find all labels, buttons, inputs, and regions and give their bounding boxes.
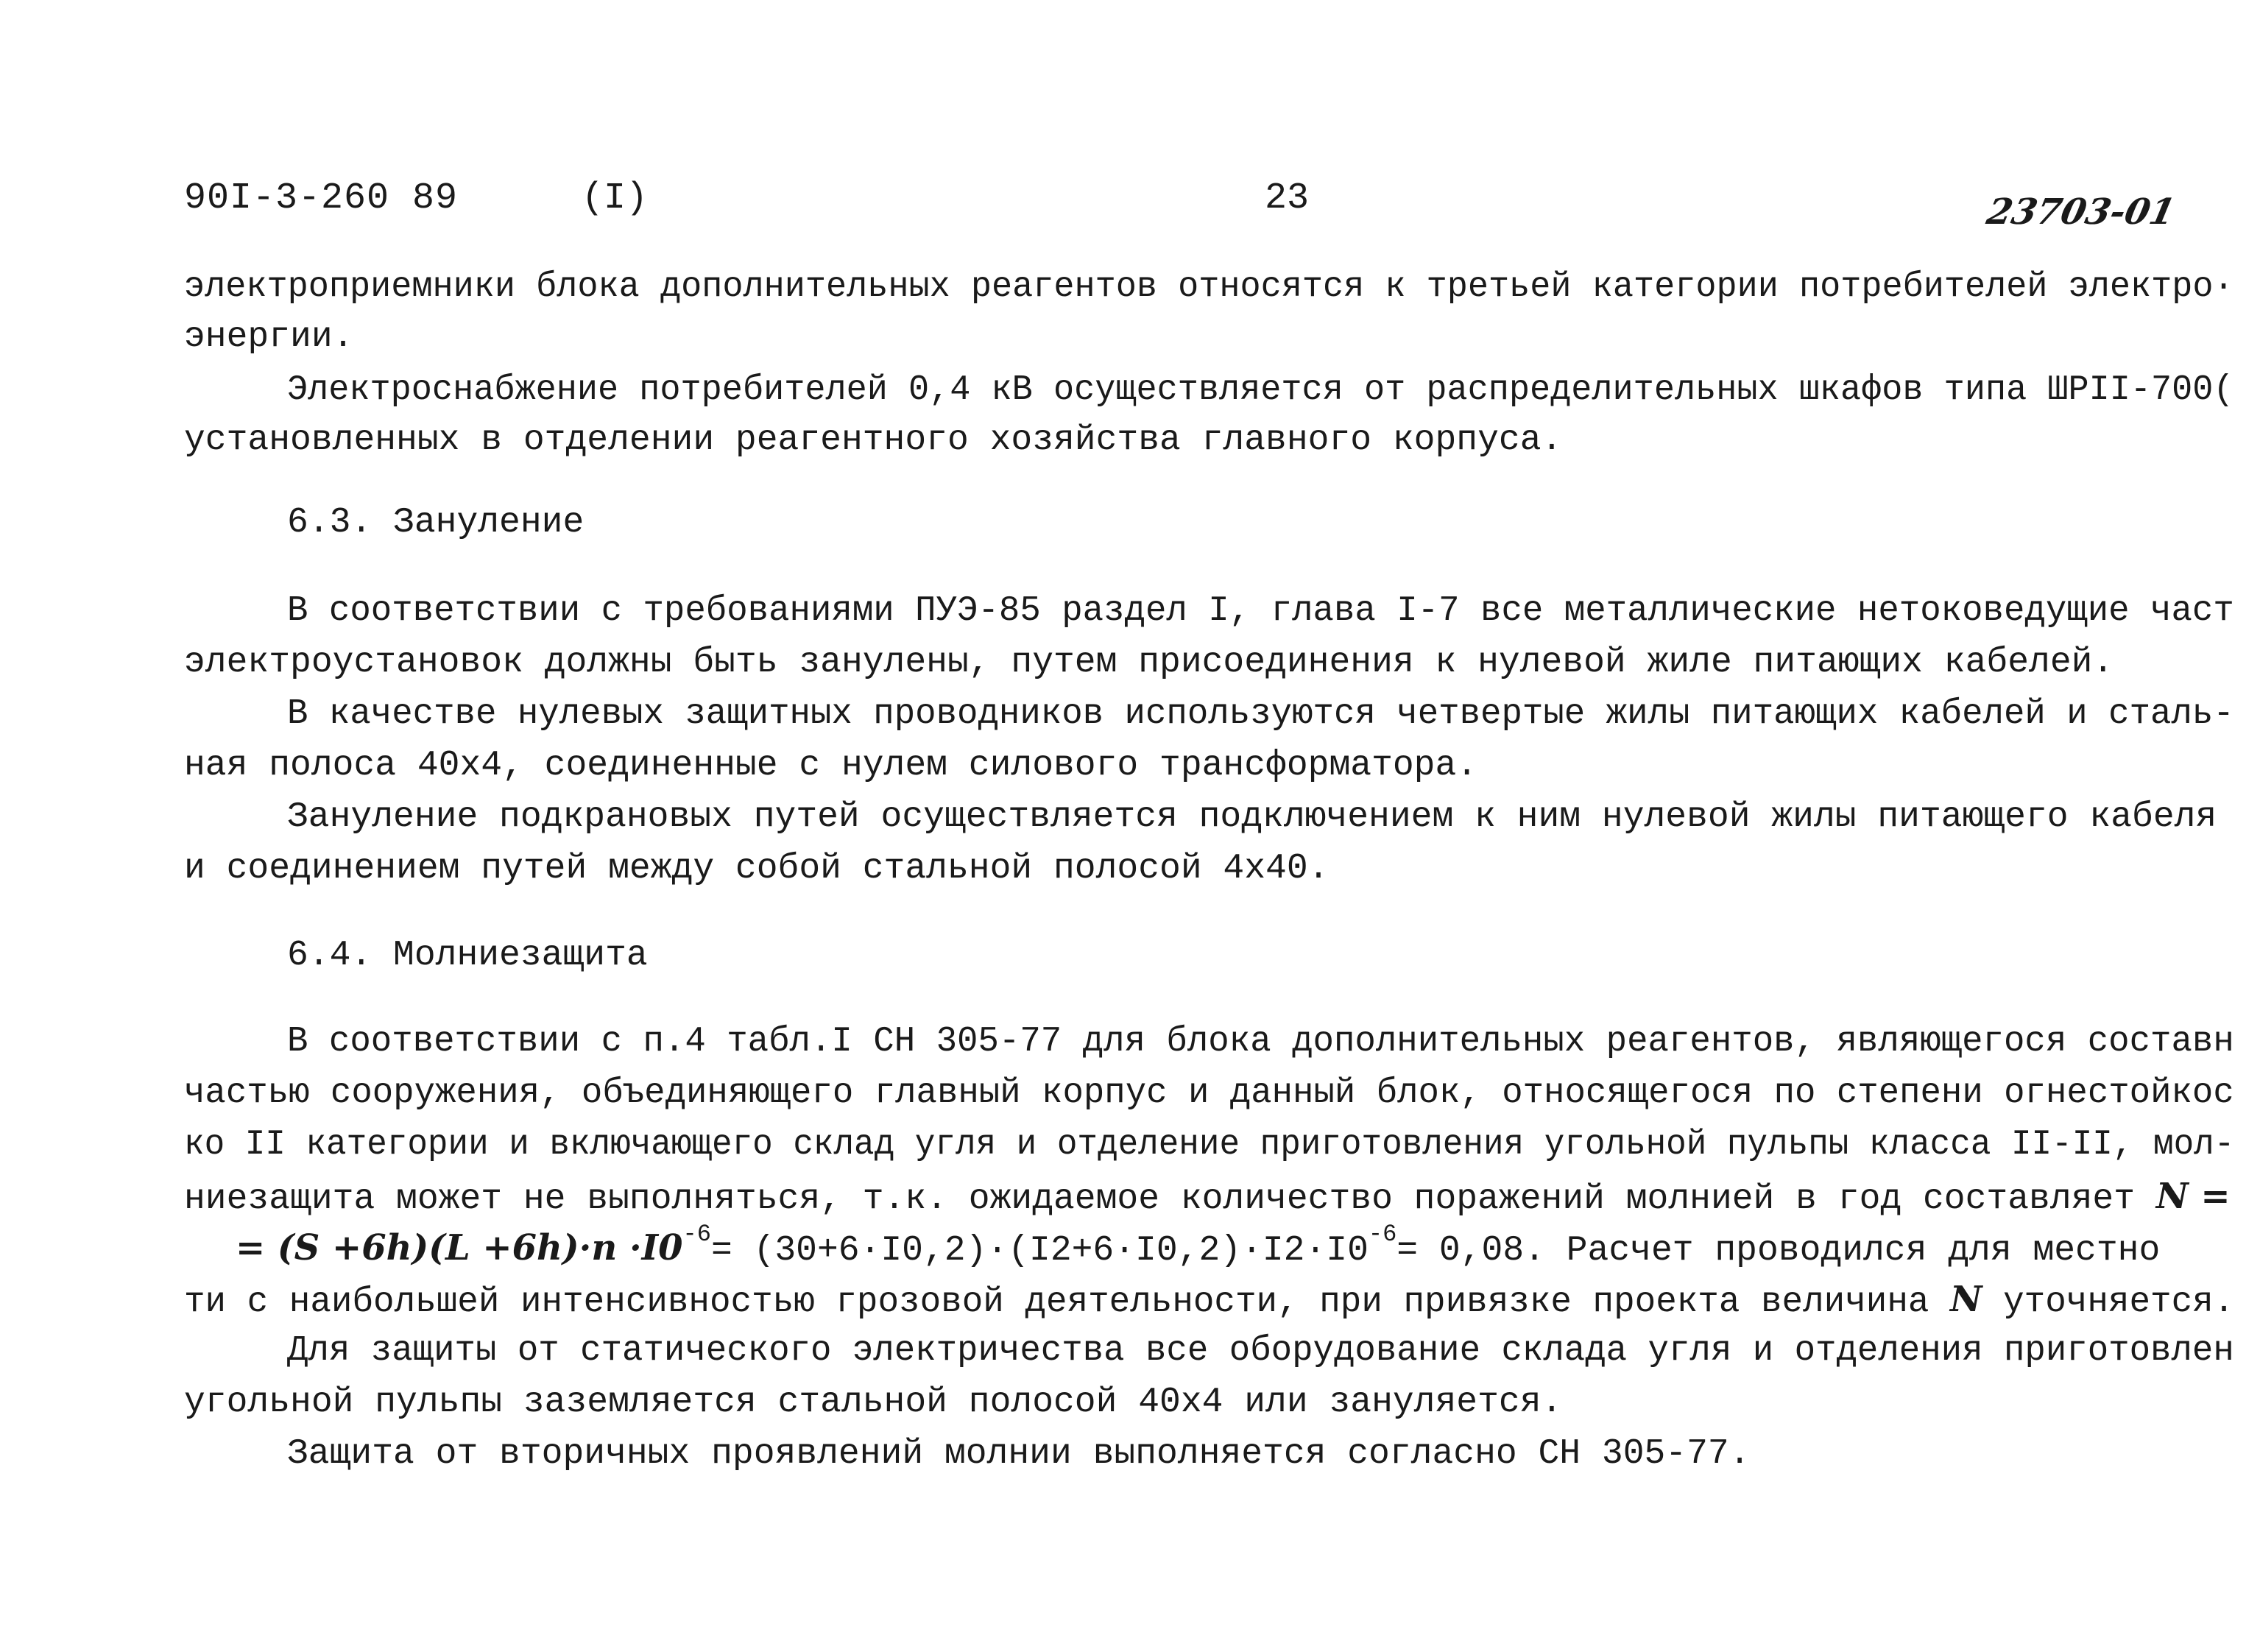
section-heading: 6.4. Молниезащита <box>287 936 648 975</box>
document-part: (I) <box>582 177 649 219</box>
section-heading: 6.3. Зануление <box>287 503 585 543</box>
exponent: -6 <box>1368 1221 1397 1248</box>
paragraph-line: Зануление подкрановых путей осуществляется подключением к ним нулевой жилы питающего кабеля <box>287 797 2217 837</box>
paragraph-line: Для защиты от статического электричества все оборудование склада угля и отделения приготовлен <box>287 1331 2234 1371</box>
handwritten-stamp: 23703-01 <box>1983 191 2179 233</box>
exponent: -6 <box>682 1221 711 1248</box>
paragraph-line: Защита от вторичных проявлений молнии выполняется согласно СН 305-77. <box>287 1434 1751 1474</box>
page-number: 23 <box>1265 177 1310 219</box>
formula-middle: = (30+6·I0,2)·(I2+6·I0,2)·I2·I0 <box>710 1231 1369 1271</box>
line-text: уточняется. <box>2003 1282 2235 1322</box>
paragraph-line: В качестве нулевых защитных проводников используются четвертые жилы питающих кабелей и сталь- <box>287 694 2234 734</box>
formula-left: = (S +6h)(L +6h)·n ·I0 <box>236 1227 683 1268</box>
paragraph-line: установленных в отделении реагентного хозяйства главного корпуса. <box>184 420 1563 460</box>
paragraph-line: Электроснабжение потребителей 0,4 кВ осуществляется от распределительных шкафов типа ШРII-700( <box>287 370 2234 410</box>
document-code: 90I-3-260 89 <box>184 177 459 219</box>
paragraph-line: энергии. <box>184 317 354 357</box>
paragraph-line: и соединением путей между собой стальной полосой 4x40. <box>184 849 1329 889</box>
symbol-n: N <box>1950 1279 1982 1320</box>
paragraph-line <box>184 1277 2234 1324</box>
paragraph-line: электроприемники блока дополнительных реагентов относятся к третьей категории потребителей электро· <box>184 267 2234 307</box>
line-text: ниезащита может не выполняться, т.к. ожидаемое количество поражений молнией в год составляет <box>184 1179 2136 1219</box>
paragraph-line <box>184 1174 2231 1221</box>
symbol-n: N = <box>2155 1176 2231 1217</box>
formula-line <box>236 1221 2161 1273</box>
paragraph-line: угольной пульпы заземляется стальной полосой 40x4 или зануляется. <box>184 1383 1563 1422</box>
paragraph-line: ная полоса 40x4, соединенные с нулем силового трансформатора. <box>184 746 1478 786</box>
paragraph-line: частью сооружения, объединяющего главный корпус и данный блок, относящегося по степени огнестойкос <box>184 1073 2234 1113</box>
line-text: ти с наибольшей интенсивностью грозовой деятельности, при привязке проекта величина <box>184 1282 1929 1322</box>
paragraph-line: электроустановок должны быть занулены, путем присоединения к нулевой жиле питающих кабелей. <box>184 643 2114 682</box>
formula-result: = 0,08. Расчет проводился для местно <box>1396 1231 2161 1271</box>
paragraph-line: В соответствии с требованиями ПУЭ-85 раздел I, глава I-7 все металлические нетоковедущие част <box>287 591 2234 631</box>
paragraph-line: ко II категории и включающего склад угля и отделение приготовления угольной пульпы класса II-II, мол- <box>184 1125 2235 1165</box>
paragraph-line: В соответствии с п.4 табл.I СН 305-77 для блока дополнительных реагентов, являющегося составн <box>287 1022 2234 1062</box>
